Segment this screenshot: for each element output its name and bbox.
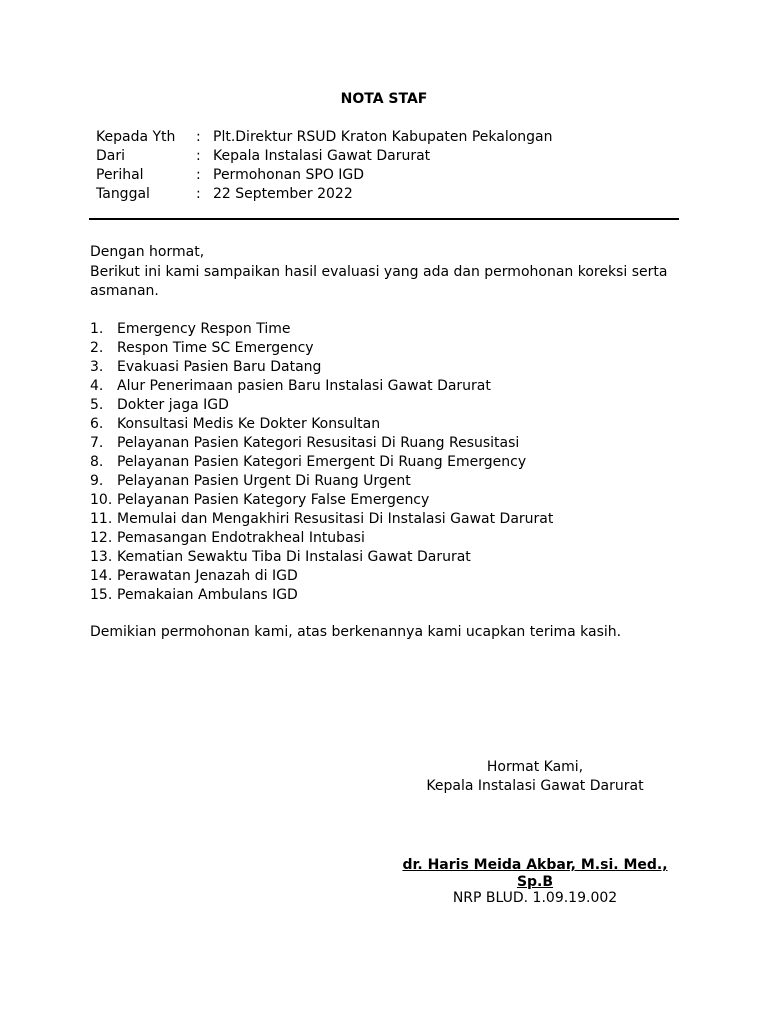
list-item bbox=[90, 453, 553, 472]
list-item-number: 4. bbox=[90, 378, 104, 394]
list-item bbox=[90, 358, 553, 377]
memo-header-value: Kepala Instalasi Gawat Darurat bbox=[213, 148, 431, 164]
list-item-text: Konsultasi Medis Ke Dokter Konsultan bbox=[117, 416, 381, 432]
list-item-number: 14. bbox=[90, 568, 113, 584]
list-item-number: 6. bbox=[90, 416, 104, 432]
memo-header-colon: : bbox=[196, 186, 201, 202]
memo-header-row-from bbox=[96, 147, 553, 166]
list-item-text: Evakuasi Pasien Baru Datang bbox=[117, 359, 322, 375]
list-item-text: Kematian Sewaktu Tiba Di Instalasi Gawat Darurat bbox=[117, 549, 471, 565]
memo-header-row-subject bbox=[96, 166, 553, 185]
memo-header-value: Plt.Direktur RSUD Kraton Kabupaten Pekalongan bbox=[213, 129, 553, 145]
list-item-number: 15. bbox=[90, 587, 113, 603]
list-item bbox=[90, 472, 553, 491]
memo-header-value: Permohonan SPO IGD bbox=[213, 167, 365, 183]
list-item-text: Pelayanan Pasien Kategori Resusitasi Di Ruang Resusitasi bbox=[117, 435, 520, 451]
list-item-number: 9. bbox=[90, 473, 104, 489]
list-item-number: 7. bbox=[90, 435, 104, 451]
signature-block bbox=[400, 758, 670, 796]
list-item-number: 3. bbox=[90, 359, 104, 375]
list-item bbox=[90, 396, 553, 415]
list-item bbox=[90, 491, 553, 510]
list-item-text: Dokter jaga IGD bbox=[117, 397, 229, 413]
list-item bbox=[90, 434, 553, 453]
list-item bbox=[90, 339, 553, 358]
memo-header-colon: : bbox=[196, 167, 201, 183]
list-item-text: Pelayanan Pasien Urgent Di Ruang Urgent bbox=[117, 473, 411, 489]
memo-header-label: Perihal bbox=[96, 167, 144, 183]
memo-header-label: Dari bbox=[96, 148, 126, 164]
list-item bbox=[90, 567, 553, 586]
greeting: Dengan hormat, bbox=[90, 244, 205, 260]
closing-paragraph: Demikian permohonan kami, atas berkenannya kami ucapkan terima kasih. bbox=[90, 624, 622, 640]
list-item-text: Pemakaian Ambulans IGD bbox=[117, 587, 298, 603]
list-item-text: Respon Time SC Emergency bbox=[117, 340, 314, 356]
list-item-text: Pelayanan Pasien Kategory False Emergency bbox=[117, 492, 430, 508]
memo-header-row-to bbox=[96, 128, 553, 147]
list-item-number: 11. bbox=[90, 511, 113, 527]
header-divider bbox=[89, 218, 679, 220]
list-item-number: 1. bbox=[90, 321, 104, 337]
memo-header-label: Tanggal bbox=[96, 186, 150, 202]
letter-body bbox=[90, 243, 690, 302]
signature-position: Kepala Instalasi Gawat Darurat bbox=[426, 778, 644, 794]
list-item-number: 13. bbox=[90, 549, 113, 565]
list-item-number: 5. bbox=[90, 397, 104, 413]
memo-header-label: Kepada Yth bbox=[96, 129, 176, 145]
list-item bbox=[90, 510, 553, 529]
list-item-text: Perawatan Jenazah di IGD bbox=[117, 568, 298, 584]
signature-salutation: Hormat Kami, bbox=[486, 759, 584, 775]
list-item-text: Memulai dan Mengakhiri Resusitasi Di Instalasi Gawat Darurat bbox=[117, 511, 554, 527]
list-item-text: Emergency Respon Time bbox=[117, 321, 291, 337]
request-list bbox=[90, 320, 553, 605]
list-item-text: Pelayanan Pasien Kategori Emergent Di Ruang Emergency bbox=[117, 454, 527, 470]
list-item-text: Pemasangan Endotrakheal Intubasi bbox=[117, 530, 365, 546]
list-item-number: 2. bbox=[90, 340, 104, 356]
intro-paragraph: Berikut ini kami sampaikan hasil evaluasi yang ada dan permohonan koreksi serta asmanan. bbox=[90, 263, 668, 299]
signer-name: dr. Haris Meida Akbar, M.si. Med., Sp.B bbox=[402, 857, 668, 890]
list-item bbox=[90, 529, 553, 548]
memo-header-colon: : bbox=[196, 129, 201, 145]
signer-nrp: NRP BLUD. 1.09.19.002 bbox=[452, 890, 618, 906]
list-item-text: Alur Penerimaan pasien Baru Instalasi Gawat Darurat bbox=[117, 378, 491, 394]
list-item-number: 10. bbox=[90, 492, 113, 508]
memo-header-row-date bbox=[96, 185, 553, 204]
memo-header-colon: : bbox=[196, 148, 201, 164]
document-title: NOTA STAF bbox=[340, 91, 428, 107]
list-item bbox=[90, 586, 553, 605]
list-item bbox=[90, 548, 553, 567]
list-item-number: 12. bbox=[90, 530, 113, 546]
list-item bbox=[90, 377, 553, 396]
list-item bbox=[90, 415, 553, 434]
memo-header bbox=[96, 128, 553, 204]
memo-header-value: 22 September 2022 bbox=[213, 186, 353, 202]
list-item-number: 8. bbox=[90, 454, 104, 470]
list-item bbox=[90, 320, 553, 339]
